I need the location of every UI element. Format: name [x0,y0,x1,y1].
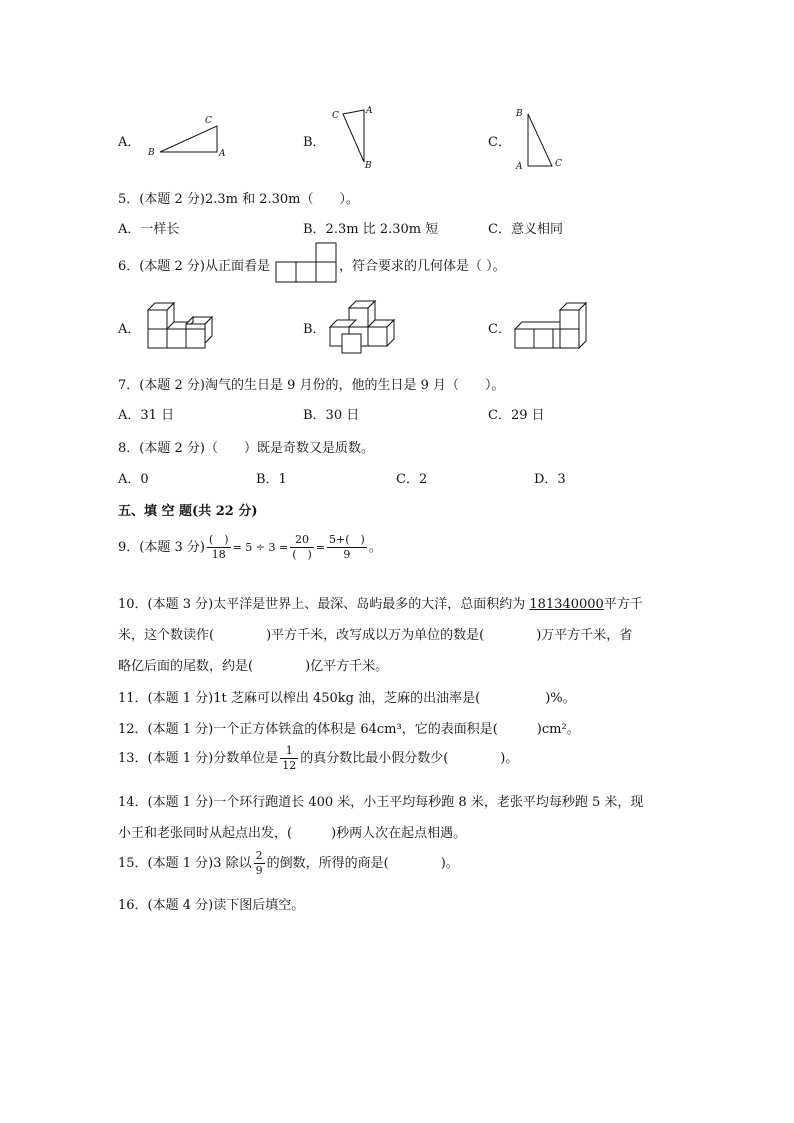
q4-option-b-label: B． [303,135,326,150]
q15-after: 的倒数，所得的商是( )。 [266,856,459,871]
q9-mid: = 5 ÷ 3 = [232,541,289,554]
q9-f2-den: ( ) [292,548,312,561]
q10-line1-a: 10．(本题 3 分)太平洋是世界上、最深、岛屿最多的大洋，总面积约为 [118,597,530,612]
q5-option-b: B．2.3m 比 2.30m 短 [303,222,439,237]
q4-a-vertex-c: C [205,116,212,126]
q4-a-vertex-b: B [148,148,155,158]
q7-stem: 7．(本题 2 分)淘气的生日是 9 月份的，他的生日是 9 月（ ）。 [118,378,505,393]
q4-c-vertex-a: A [516,162,523,172]
q10-line-2: 米，这个数读作( )平方千米，改写成以万为单位的数是( )万平方千米，省 [118,628,633,643]
q8-option-a: A．0 [118,472,149,487]
q13-num: 1 [280,744,298,759]
q7-option-a: A．31 日 [118,408,175,423]
q10-line1-b: 平方千 [603,597,643,612]
q9-fraction-2 [290,533,314,562]
q9-f1-den: 18 [211,548,226,561]
q9-f3-den: 9 [343,548,351,561]
q9-fraction-1 [207,533,231,562]
q7-option-c: C．29 日 [488,408,545,423]
q4-option-c-label: C． [488,135,511,150]
q4-b-vertex-b: B [365,161,372,170]
q8-option-d: D．3 [534,472,566,487]
q4-option-a-triangle [145,112,235,160]
q8-stem: 8．(本题 2 分)（ ）既是奇数又是质数。 [118,441,374,456]
q9-f1-num: ( ) [208,533,229,546]
q4-option-b-triangle [328,102,378,170]
q8-option-b: B．1 [256,472,287,487]
q9-eq: = [315,541,325,554]
q4-c-vertex-c: C [555,159,562,169]
q10-line-1 [118,593,643,612]
q13-before: 13．(本题 1 分)分数单位是 [118,751,279,766]
q8-option-c: C．2 [396,472,428,487]
q9-end: 。 [368,540,382,555]
q7-option-b: B．30 日 [303,408,360,423]
q15-before: 15．(本题 1 分)3 除以 [118,856,252,871]
q6-front-view-figure [274,242,338,284]
q4-option-a-label: A． [118,135,141,150]
q14-line-2: 小王和老张同时从起点出发，( )秒两人次在起点相遇。 [118,826,467,841]
q10-line-3: 略亿后面的尾数，约是( )亿平方千米。 [118,659,389,674]
q4-b-vertex-c: C [332,111,339,121]
q15-num: 2 [255,849,263,862]
q4-a-vertex-a: A [219,149,226,159]
q4-b-vertex-a: A [366,106,373,116]
q6-option-a-solid [146,298,222,352]
q13-den: 12 [282,759,297,772]
q5-option-c: C．意义相同 [488,222,563,237]
q15-row [118,849,459,878]
q5-stem: 5．(本题 2 分)2.3m 和 2.30m（ ）。 [118,192,359,207]
q16-stem: 16．(本题 4 分)读下图后填空。 [118,898,305,913]
q11-stem: 11．(本题 1 分)1t 芝麻可以榨出 450kg 油，芝麻的出油率是( )%。 [118,691,576,706]
q4-c-vertex-b: B [516,109,523,119]
q13-row [118,744,518,773]
q6-stem-before: 6．(本题 2 分)从正面看是 [118,259,270,274]
section-5-heading: 五、填 空 题(共 22 分) [118,504,258,519]
q14-line-1: 14．(本题 1 分)一个环行跑道长 400 米，小王平均每秒跑 8 米，老张平均每秒跑 5 米，现 [118,795,644,810]
q6-option-c-solid [513,298,591,354]
q13-fraction [280,744,298,773]
q15-den: 9 [255,864,263,877]
q6-option-b-label: B． [303,322,326,337]
q6-option-c-label: C． [488,322,511,337]
q5-option-a: A．一样长 [118,222,180,237]
q9-fraction-3 [327,533,367,562]
q9-prefix: 9．(本题 3 分) [118,540,205,555]
q6-option-b-solid [328,296,398,356]
q6-stem-after: ，符合要求的几何体是（ ）。 [339,259,506,274]
q6-option-a-label: A． [118,322,141,337]
q10-number: 181340000 [529,597,604,612]
q9-f3-num: 5+( ) [329,533,365,546]
q9-row [118,533,382,562]
q9-f2-num: 20 [290,533,314,548]
q4-option-c-triangle [512,102,572,172]
q15-fraction [254,849,265,878]
q12-stem: 12．(本题 1 分)一个正方体铁盒的体积是 64cm³，它的表面积是( )cm²。 [118,722,580,737]
q13-after: 的真分数比最小假分数少( )。 [300,751,519,766]
